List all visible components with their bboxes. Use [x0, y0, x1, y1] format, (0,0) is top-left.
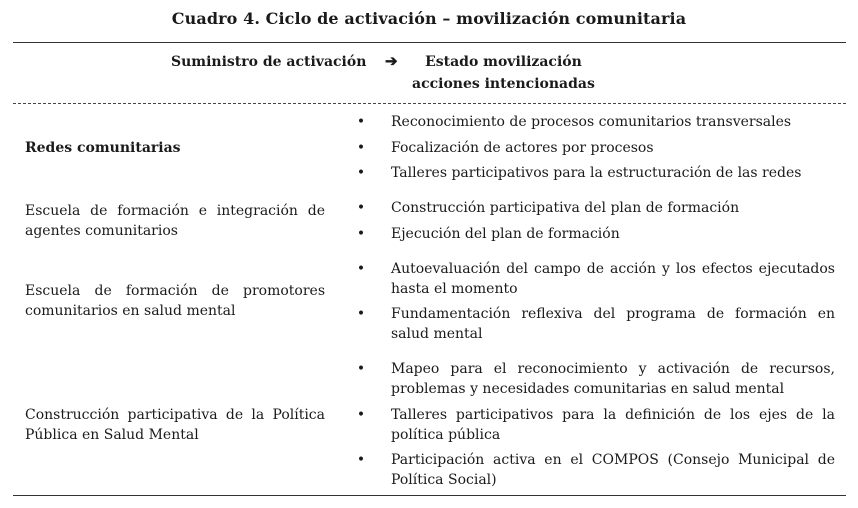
list-item-text: Ejecución del plan de formación	[391, 226, 620, 242]
list-item-text: Focalización de actores por procesos	[391, 140, 654, 156]
bullet-icon: •	[356, 165, 366, 181]
list-item-text: Fundamentación reflexiva del programa de formación en salud mental	[391, 306, 835, 342]
bullet-icon: •	[356, 226, 366, 242]
bullet-icon: •	[356, 140, 366, 156]
list-item-text: Autoevaluación del campo de acción y los efectos ejecutados hasta el momento	[391, 261, 835, 297]
top-rule	[13, 42, 846, 43]
bullet-icon: •	[356, 452, 366, 468]
bottom-rule	[13, 495, 846, 496]
bullet-icon: •	[356, 261, 366, 277]
row-label-escuela-promotores: Escuela de formación de promotores comunitarios en salud mental	[25, 283, 325, 319]
row-label-redes: Redes comunitarias	[25, 140, 181, 156]
list-item-text: Construcción participativa del plan de formación	[391, 200, 740, 216]
bullet-icon: •	[356, 114, 366, 130]
header-state	[412, 51, 595, 95]
list-item-text: Talleres participativos para la definición de los ejes de la política pública	[391, 407, 835, 443]
header-divider	[13, 103, 846, 104]
list-item-text: Participación activa en el COMPOS (Consejo Municipal de Política Social)	[391, 452, 835, 488]
list-item-text: Reconocimiento de procesos comunitarios transversales	[391, 114, 792, 130]
bullet-icon: •	[356, 407, 366, 423]
bullet-icon: •	[356, 361, 366, 377]
row-label-escuela-agentes: Escuela de formación e integración de agentes comunitarios	[25, 203, 325, 239]
header-state-line1: Estado movilización	[425, 54, 582, 70]
arrow-right-icon: ➔	[385, 52, 398, 70]
table-title: Cuadro 4. Ciclo de activación – movilización comunitaria	[171, 9, 687, 28]
list-item-text: Mapeo para el reconocimiento y activación de recursos, problemas y necesidades comunitarias en salud mental	[391, 361, 835, 397]
bullet-icon: •	[356, 306, 366, 322]
row-label-politica-publica: Construcción participativa de la Política Pública en Salud Mental	[25, 407, 325, 443]
header-supply: Suministro de activación	[171, 54, 367, 70]
list-item-text: Talleres participativos para la estructuración de las redes	[391, 165, 802, 181]
bullet-icon: •	[356, 200, 366, 216]
header-state-line2: acciones intencionadas	[412, 76, 595, 92]
